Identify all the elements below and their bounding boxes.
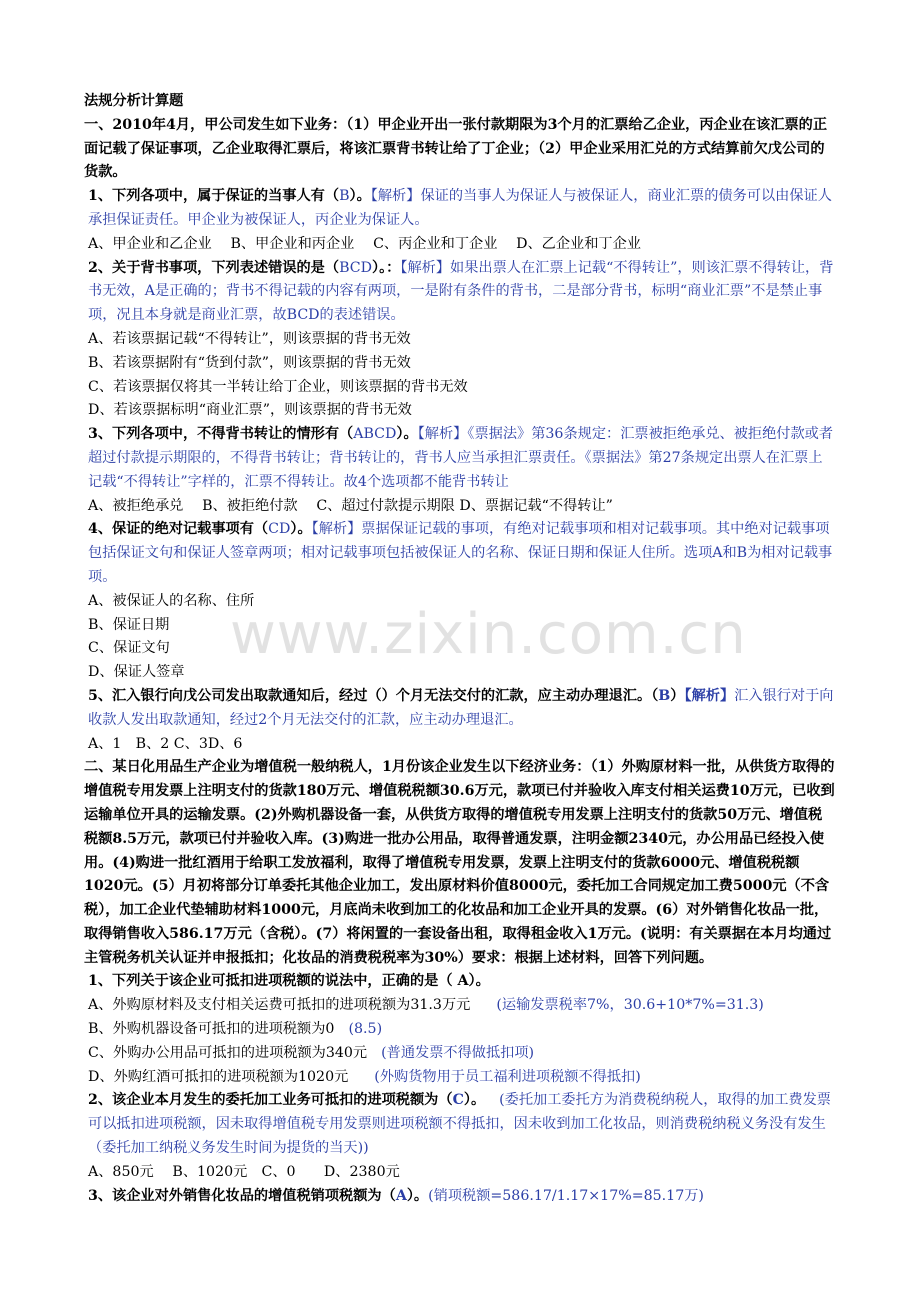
answer: BCD: [339, 259, 372, 276]
case1-question-5: 5、汇入银行向戊公司发出取款通知后，经过（）个月无法交付的汇款，应主动办理退汇。（B）【解析】汇入银行对于向收款人发出取款通知，经过2个月无法交付的汇款，应主动办理退汇。: [88, 687, 834, 728]
case2-q1-option-a: A、外购原材料及支付相关运费可抵扣的进项税额为31.3万元 (运输发票税率7%，30.6+10*7%=31.3): [88, 997, 764, 1014]
analysis-tag: 【解析】: [417, 426, 468, 443]
analysis: 保证的当事人为保证人与被保证人，商业汇票的债务可以由保证人承担保证责任。甲企业为被保证人，丙企业为保证人。: [88, 188, 832, 228]
note: (运输发票税率7%，30.6+10*7%=31.3): [496, 997, 764, 1014]
note: (外购货物用于员工福利进项税额不得抵扣): [374, 1068, 641, 1085]
page-title: 法规分析计算题: [84, 93, 184, 109]
note: (普通发票不得做抵扣项): [381, 1044, 535, 1061]
options-line: A、850元 B、1020元 C、0 D、2380元: [88, 1163, 400, 1180]
watermark: www.zixin.com.cn: [230, 602, 747, 667]
analysis: 如果出票人在汇票上记载“不得转让”，则该汇票不得转让，背书无效，A是正确的；背书不得记载的内容有两项，一是附有条件的背书，二是部分背书，标明“商业汇票”不是禁止事项，况且本身就是商业汇票，故BCD的表述错误。: [88, 259, 834, 324]
case2-question-1: 1、下列关于该企业可抵扣进项税额的说法中，正确的是（ A）。: [88, 973, 490, 990]
analysis: 汇入银行对于向收款人发出取款通知，经过2个月无法交付的汇款，应主动办理退汇。: [88, 687, 834, 728]
case1-question-2: 2、关于背书事项，下列表述错误的是（BCD）。：【解析】如果出票人在汇票上记载“不得转让”，则该汇票不得转让，背书无效，A是正确的；背书不得记载的内容有两项，一是附有条件的背书，二是部分背书，标明“商业汇票”不是禁止事项，况且本身就是商业汇票，故BCD的表述错误。: [88, 259, 834, 324]
case1-question-1: 1、下列各项中，属于保证的当事人有（B）。【解析】保证的当事人为保证人与被保证人，商业汇票的债务可以由保证人承担保证责任。甲企业为被保证人，丙企业为保证人。: [88, 188, 832, 228]
option-d: D、若该票据标明“商业汇票”，则该票据的背书无效: [88, 402, 412, 419]
case1-question-3: 3、下列各项中，不得背书转让的情形有（ABCD）。【解析】《票据法》第36条规定：汇票被拒绝承兑、被拒绝付款或者超过付款提示期限的，不得背书转让；背书转让的，背书人应当承担汇票责任。《票据法》第27条规定出票人在汇票上记载“不得转让”字样的，汇票不得转让。故4个选项都不能背书转让: [88, 426, 834, 490]
answer: A: [395, 1187, 407, 1204]
case2-q1-option-b: B、外购机器设备可抵扣的进项税额为0 (8.5): [88, 1021, 383, 1038]
option-b: B、保证日期: [88, 616, 170, 633]
analysis: (委托加工委托方为消费税纳税人，取得的加工费发票可以抵扣进项税额，因未取得增值税专用发票则进项税额不得抵扣，因未收到加工化妆品，则消费税纳税义务没有发生（委托加工纳税义务发生时间为提货的当天)): [88, 1092, 831, 1157]
analysis-tag: 【解析】: [400, 259, 451, 276]
answer: B: [658, 687, 671, 704]
answer: CD: [268, 521, 291, 538]
option-a: A、若该票据记载“不得转让”，则该票据的背书无效: [88, 330, 411, 347]
option-b: B、若该票据附有“货到付款”，则该票据的背书无效: [88, 354, 411, 371]
options-line: A、1 B、2 C、3D、6: [88, 735, 243, 752]
answer: C: [452, 1092, 464, 1109]
analysis: 《票据法》第36条规定：汇票被拒绝承兑、被拒绝付款或者超过付款提示期限的，不得背书转让；背书转让的，背书人应当承担汇票责任。《票据法》第27条规定出票人在汇票上记载“不得转让”字样的，汇票不得转让。故4个选项都不能背书转让: [88, 426, 834, 490]
analysis-tag: 【解析】: [684, 687, 735, 704]
answer: B: [339, 188, 350, 205]
analysis: (销项税额=586.17/1.17×17%=85.17万): [428, 1187, 704, 1204]
analysis-tag: 【解析】: [370, 188, 421, 205]
case2-question-2: 2、该企业本月发生的委托加工业务可抵扣的进项税额为（C）。 (委托加工委托方为消费税纳税人，取得的加工费发票可以抵扣进项税额，因未取得增值税专用发票则进项税额不得抵扣，因未收到加工化妆品，则消费税纳税义务没有发生（委托加工纳税义务发生时间为提货的当天)): [88, 1092, 831, 1157]
case1-intro: 一、2010年4月，甲公司发生如下业务：（1）甲企业开出一张付款期限为3个月的汇票给乙企业，丙企业在该汇票的正面记载了保证事项，乙企业取得汇票后，将该汇票背书转让给了丁企业；（2）甲企业采用汇兑的方式结算前欠戊公司的货款。: [84, 116, 828, 181]
analysis-tag: 【解析】: [311, 521, 362, 538]
option-d: D、保证人签章: [88, 664, 185, 681]
options-line: A、甲企业和乙企业 B、甲企业和丙企业 C、丙企业和丁企业 D、乙企业和丁企业: [88, 235, 641, 252]
case2-q1-option-d: D、外购红酒可抵扣的进项税额为1020元 (外购货物用于员工福利进项税额不得抵扣): [88, 1068, 641, 1085]
document-body: [84, 90, 836, 1208]
case2-question-3: 3、该企业对外销售化妆品的增值税销项税额为（A）。(销项税额=586.17/1.17×17%=85.17万): [88, 1187, 704, 1204]
options-line: A、被拒绝承兑 B、被拒绝付款 C、超过付款提示期限 D、票据记载“不得转让”: [88, 497, 613, 514]
case2-q1-option-c: C、外购办公用品可抵扣的进项税额为340元 (普通发票不得做抵扣项): [88, 1044, 535, 1061]
option-a: A、被保证人的名称、住所: [88, 592, 255, 609]
answer: ABCD: [353, 426, 397, 443]
option-c: C、保证文句: [88, 640, 170, 657]
case1-question-4: 4、保证的绝对记载事项有（CD）。【解析】票据保证记载的事项，有绝对记载事项和相对记载事项。其中绝对记载事项包括保证文句和保证人签章两项；相对记载事项包括被保证人的名称、保证日期和保证人住所。选项A和B为相对记载事项。: [88, 521, 833, 585]
case2-intro: 二、某日化用品生产企业为增值税一般纳税人，1月份该企业发生以下经济业务：（1）外购原材料一批，从供货方取得的增值税专用发票上注明支付的货款180万元、增值税税额30.6万元，款项已付并验收入库支付相关运费10万元，已收到运输单位开具的运输发票。(2)外购机器设备一套，从供货方取得的增值税专用发票上注明支付的货款50万元、增值税税额8.5万元，款项已付并验收入库。(3)购进一批办公用品，取得普通发票，注明金额2340元，办公用品已经投入使用。(4)购进一批红酒用于给职工发放福利，取得了增值税专用发票，发票上注明支付的货款6000元、增值税税额1020元。(5）月初将部分订单委托其他企业加工，发出原材料价值8000元，委托加工合同规定加工费5000元（不含税），加工企业代垫辅助材料1000元，月底尚未收到加工的化妆品和加工企业开具的发票。(6）对外销售化妆品一批，取得销售收入586.17万元（含税）。(7）将闲置的一套设备出租，取得租金收入1万元。(说明：有关票据在本月均通过主管税务机关认证并申报抵扣；化妆品的消费税税率为30%）要求：根据上述材料，回答下列问题。: [84, 759, 835, 966]
analysis: 票据保证记载的事项，有绝对记载事项和相对记载事项。其中绝对记载事项包括保证文句和保证人签章两项；相对记载事项包括被保证人的名称、保证日期和保证人住所。选项A和B为相对记载事项。: [88, 521, 833, 585]
option-c: C、若该票据仅将其一半转让给丁企业，则该票据的背书无效: [88, 378, 468, 395]
note: (8.5): [348, 1021, 383, 1038]
